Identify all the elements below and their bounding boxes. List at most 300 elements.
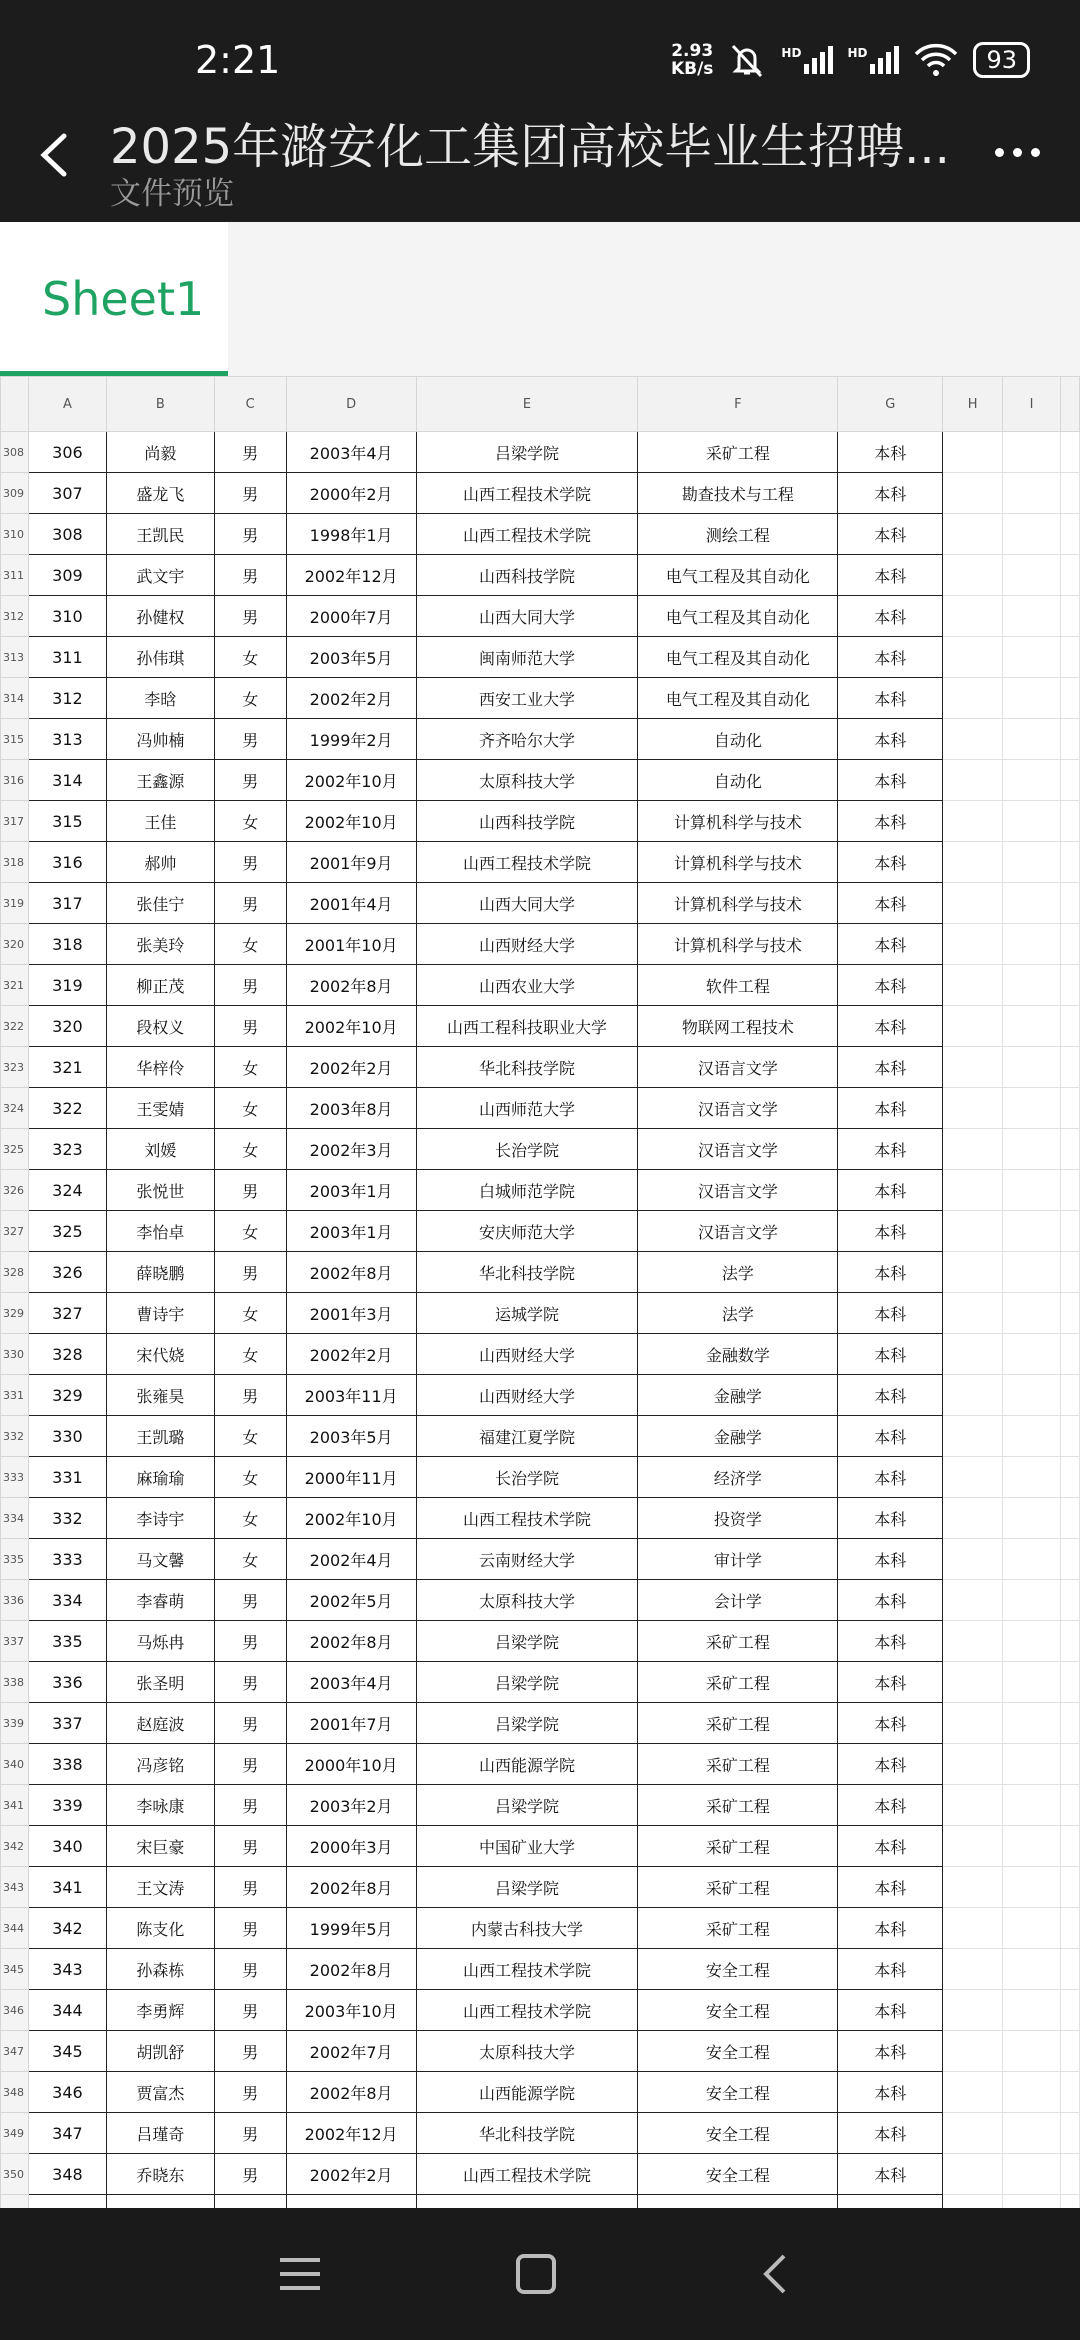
table-cell[interactable]: 2001年3月 [286,1293,416,1334]
table-cell[interactable]: 自动化 [638,719,838,760]
table-cell[interactable]: 320 [28,1006,106,1047]
table-cell[interactable]: 2003年1月 [286,1170,416,1211]
table-cell[interactable]: 山西工程技术学院 [416,1498,638,1539]
column-header[interactable]: F [638,377,838,432]
table-cell[interactable]: 337 [28,1703,106,1744]
row-number[interactable]: 320 [1,924,29,965]
table-cell[interactable]: 经济学 [638,1457,838,1498]
table-cell[interactable]: 武文宇 [106,555,214,596]
table-cell[interactable]: 山西工程技术学院 [416,1949,638,1990]
table-cell[interactable]: 345 [28,2031,106,2072]
row-number[interactable]: 309 [1,473,29,514]
table-cell[interactable]: 2000年2月 [286,473,416,514]
table-cell[interactable]: 男 [214,1785,286,1826]
table-cell[interactable] [1003,2113,1061,2154]
table-cell[interactable] [943,2113,1003,2154]
table-cell[interactable]: 本科 [838,1088,943,1129]
table-cell[interactable]: 326 [28,1252,106,1293]
row-number[interactable]: 337 [1,1621,29,1662]
table-cell[interactable]: 吕梁学院 [416,1867,638,1908]
table-cell[interactable] [1060,1129,1079,1170]
row-number[interactable]: 350 [1,2154,29,2195]
table-cell[interactable]: 310 [28,596,106,637]
table-cell[interactable]: 2000年7月 [286,596,416,637]
table-cell[interactable]: 本科 [838,1047,943,1088]
row-number[interactable]: 324 [1,1088,29,1129]
table-cell[interactable]: 山西财经大学 [416,1334,638,1375]
row-number[interactable]: 339 [1,1703,29,1744]
table-cell[interactable] [943,514,1003,555]
table-cell[interactable] [1060,1088,1079,1129]
table-cell[interactable]: 308 [28,514,106,555]
table-cell[interactable]: 2003年4月 [286,1662,416,1703]
table-cell[interactable] [1060,1621,1079,1662]
table-cell[interactable]: 2003年1月 [286,1211,416,1252]
table-cell[interactable]: 2000年3月 [286,1826,416,1867]
table-cell[interactable]: 307 [28,473,106,514]
table-cell[interactable]: 吕梁学院 [416,1662,638,1703]
table-cell[interactable]: 白城师范学院 [416,1170,638,1211]
table-cell[interactable]: 2002年10月 [286,801,416,842]
table-cell[interactable]: 329 [28,1375,106,1416]
table-cell[interactable] [1003,555,1061,596]
table-cell[interactable] [1060,2154,1079,2195]
table-cell[interactable]: 338 [28,1744,106,1785]
table-cell[interactable]: 金融学 [638,1416,838,1457]
table-cell[interactable] [1003,1334,1061,1375]
table-cell[interactable] [943,637,1003,678]
table-cell[interactable] [1003,1129,1061,1170]
table-cell[interactable]: 346 [28,2072,106,2113]
table-cell[interactable]: 安全工程 [638,1990,838,2031]
table-cell[interactable]: 男 [214,1252,286,1293]
table-cell[interactable]: 343 [28,1949,106,1990]
table-cell[interactable]: 男 [214,1662,286,1703]
table-cell[interactable] [1060,719,1079,760]
column-header[interactable]: C [214,377,286,432]
table-cell[interactable]: 2002年2月 [286,1334,416,1375]
table-cell[interactable]: 法学 [638,1252,838,1293]
table-cell[interactable]: 采矿工程 [638,1908,838,1949]
table-cell[interactable]: 本科 [838,1580,943,1621]
table-cell[interactable]: 计算机科学与技术 [638,842,838,883]
row-number[interactable]: 314 [1,678,29,719]
table-cell[interactable] [1003,1744,1061,1785]
table-cell[interactable]: 2001年4月 [286,883,416,924]
row-number[interactable]: 326 [1,1170,29,1211]
table-cell[interactable]: 本科 [838,1252,943,1293]
table-cell[interactable] [1003,1293,1061,1334]
table-cell[interactable]: 山西农业大学 [416,965,638,1006]
table-cell[interactable] [1003,2072,1061,2113]
table-cell[interactable] [1003,2154,1061,2195]
table-cell[interactable]: 本科 [838,555,943,596]
table-cell[interactable]: 344 [28,1990,106,2031]
table-cell[interactable] [943,1088,1003,1129]
table-cell[interactable] [1003,1211,1061,1252]
table-cell[interactable] [943,1252,1003,1293]
table-cell[interactable] [943,1006,1003,1047]
table-cell[interactable] [1060,1539,1079,1580]
table-cell[interactable]: 本科 [838,1662,943,1703]
table-cell[interactable]: 2002年2月 [286,2154,416,2195]
table-cell[interactable]: 赵庭波 [106,1703,214,1744]
table-cell[interactable] [943,1416,1003,1457]
table-cell[interactable] [943,924,1003,965]
tab-sheet1[interactable]: Sheet1 [0,222,228,376]
table-cell[interactable]: 郝帅 [106,842,214,883]
table-cell[interactable]: 本科 [838,965,943,1006]
table-cell[interactable]: 段权义 [106,1006,214,1047]
table-cell[interactable]: 2000年11月 [286,1457,416,1498]
table-cell[interactable]: 软件工程 [638,965,838,1006]
table-cell[interactable]: 女 [214,1129,286,1170]
table-cell[interactable] [1003,637,1061,678]
table-cell[interactable]: 张悦世 [106,1170,214,1211]
column-header[interactable]: G [838,377,943,432]
table-cell[interactable] [943,1211,1003,1252]
table-cell[interactable]: 采矿工程 [638,1621,838,1662]
table-cell[interactable]: 2000年10月 [286,1744,416,1785]
table-cell[interactable]: 323 [28,1129,106,1170]
table-cell[interactable]: 计算机科学与技术 [638,924,838,965]
row-number[interactable]: 316 [1,760,29,801]
table-cell[interactable] [1060,965,1079,1006]
table-cell[interactable]: 李睿萌 [106,1580,214,1621]
table-cell[interactable]: 女 [214,1457,286,1498]
table-cell[interactable]: 采矿工程 [638,1867,838,1908]
table-cell[interactable]: 2003年5月 [286,1416,416,1457]
row-number[interactable]: 313 [1,637,29,678]
table-cell[interactable]: 男 [214,432,286,473]
table-cell[interactable]: 本科 [838,1908,943,1949]
table-cell[interactable]: 李勇辉 [106,1990,214,2031]
table-cell[interactable] [943,1170,1003,1211]
table-cell[interactable]: 2003年4月 [286,432,416,473]
row-number[interactable]: 328 [1,1252,29,1293]
table-cell[interactable]: 山西大同大学 [416,883,638,924]
row-number[interactable]: 335 [1,1539,29,1580]
table-cell[interactable]: 女 [214,678,286,719]
table-cell[interactable]: 男 [214,514,286,555]
table-cell[interactable]: 山西财经大学 [416,924,638,965]
table-cell[interactable] [943,719,1003,760]
table-cell[interactable]: 本科 [838,1621,943,1662]
table-cell[interactable]: 麻瑜瑜 [106,1457,214,1498]
table-cell[interactable]: 327 [28,1293,106,1334]
table-cell[interactable] [943,1457,1003,1498]
table-cell[interactable] [1003,473,1061,514]
table-cell[interactable]: 2003年10月 [286,1990,416,2031]
table-cell[interactable] [943,555,1003,596]
row-number[interactable]: 308 [1,432,29,473]
table-cell[interactable]: 胡凯舒 [106,2031,214,2072]
table-cell[interactable]: 本科 [838,1867,943,1908]
table-cell[interactable]: 本科 [838,1457,943,1498]
table-cell[interactable] [943,1580,1003,1621]
table-cell[interactable]: 本科 [838,432,943,473]
table-cell[interactable]: 山西科技学院 [416,801,638,842]
table-cell[interactable] [943,473,1003,514]
row-number[interactable]: 325 [1,1129,29,1170]
table-cell[interactable] [1003,1416,1061,1457]
column-header[interactable]: B [106,377,214,432]
table-cell[interactable] [1003,1457,1061,1498]
table-cell[interactable] [1003,760,1061,801]
table-cell[interactable]: 曹诗宇 [106,1293,214,1334]
table-cell[interactable]: 2002年10月 [286,1498,416,1539]
table-cell[interactable]: 2002年2月 [286,678,416,719]
table-cell[interactable] [1060,1580,1079,1621]
table-cell[interactable]: 女 [214,1211,286,1252]
table-cell[interactable]: 女 [214,801,286,842]
table-cell[interactable]: 安庆师范大学 [416,1211,638,1252]
row-number[interactable]: 343 [1,1867,29,1908]
table-cell[interactable]: 342 [28,1908,106,1949]
table-cell[interactable]: 内蒙古科技大学 [416,1908,638,1949]
table-cell[interactable]: 测绘工程 [638,514,838,555]
table-cell[interactable]: 长治学院 [416,1129,638,1170]
table-cell[interactable]: 316 [28,842,106,883]
table-cell[interactable] [1003,719,1061,760]
table-cell[interactable]: 女 [214,1539,286,1580]
table-cell[interactable] [943,2154,1003,2195]
table-cell[interactable]: 电气工程及其自动化 [638,678,838,719]
table-cell[interactable]: 闽南师范大学 [416,637,638,678]
table-cell[interactable] [1060,596,1079,637]
table-cell[interactable] [943,596,1003,637]
table-cell[interactable]: 柳正茂 [106,965,214,1006]
table-cell[interactable]: 本科 [838,1170,943,1211]
table-cell[interactable]: 本科 [838,1703,943,1744]
table-cell[interactable]: 本科 [838,1334,943,1375]
table-cell[interactable]: 本科 [838,596,943,637]
table-cell[interactable]: 男 [214,965,286,1006]
table-cell[interactable] [1060,760,1079,801]
table-cell[interactable]: 2001年9月 [286,842,416,883]
table-cell[interactable]: 汉语言文学 [638,1129,838,1170]
row-number[interactable]: 319 [1,883,29,924]
table-cell[interactable]: 电气工程及其自动化 [638,555,838,596]
table-cell[interactable]: 2002年2月 [286,1047,416,1088]
table-cell[interactable]: 347 [28,2113,106,2154]
table-cell[interactable]: 341 [28,1867,106,1908]
table-cell[interactable]: 女 [214,924,286,965]
table-cell[interactable]: 男 [214,2072,286,2113]
row-number[interactable]: 336 [1,1580,29,1621]
table-cell[interactable] [943,801,1003,842]
table-cell[interactable]: 312 [28,678,106,719]
table-cell[interactable] [1060,842,1079,883]
table-cell[interactable]: 女 [214,1293,286,1334]
table-cell[interactable]: 本科 [838,514,943,555]
row-number[interactable]: 342 [1,1826,29,1867]
table-cell[interactable] [1060,555,1079,596]
table-cell[interactable]: 陈支化 [106,1908,214,1949]
table-cell[interactable]: 采矿工程 [638,432,838,473]
table-cell[interactable]: 本科 [838,719,943,760]
table-cell[interactable]: 本科 [838,883,943,924]
row-number[interactable]: 330 [1,1334,29,1375]
table-cell[interactable]: 2002年10月 [286,1006,416,1047]
table-cell[interactable]: 吕瑾奇 [106,2113,214,2154]
table-cell[interactable]: 华梓伶 [106,1047,214,1088]
column-header[interactable]: D [286,377,416,432]
table-cell[interactable]: 安全工程 [638,2031,838,2072]
table-cell[interactable]: 自动化 [638,760,838,801]
table-cell[interactable]: 会计学 [638,1580,838,1621]
table-cell[interactable] [943,1826,1003,1867]
table-cell[interactable]: 2002年12月 [286,555,416,596]
table-cell[interactable] [1003,1047,1061,1088]
table-cell[interactable]: 本科 [838,1826,943,1867]
row-number[interactable]: 315 [1,719,29,760]
table-cell[interactable] [1003,678,1061,719]
table-cell[interactable]: 尚毅 [106,432,214,473]
table-cell[interactable] [1003,1785,1061,1826]
table-cell[interactable]: 本科 [838,2113,943,2154]
row-number[interactable]: 346 [1,1990,29,2031]
table-cell[interactable] [1003,1252,1061,1293]
table-cell[interactable]: 男 [214,719,286,760]
table-cell[interactable]: 306 [28,432,106,473]
table-cell[interactable] [1060,1293,1079,1334]
row-number[interactable]: 331 [1,1375,29,1416]
table-cell[interactable] [1003,1006,1061,1047]
table-cell[interactable]: 324 [28,1170,106,1211]
table-cell[interactable]: 王凯璐 [106,1416,214,1457]
table-cell[interactable] [1003,432,1061,473]
row-number[interactable]: 345 [1,1949,29,1990]
table-cell[interactable]: 华北科技学院 [416,2113,638,2154]
table-cell[interactable]: 王雯婧 [106,1088,214,1129]
table-cell[interactable]: 322 [28,1088,106,1129]
table-cell[interactable]: 男 [214,1580,286,1621]
table-cell[interactable]: 本科 [838,760,943,801]
table-cell[interactable]: 313 [28,719,106,760]
table-cell[interactable]: 2003年8月 [286,1088,416,1129]
row-number[interactable]: 312 [1,596,29,637]
row-number[interactable]: 322 [1,1006,29,1047]
table-cell[interactable]: 女 [214,1416,286,1457]
table-cell[interactable]: 1999年5月 [286,1908,416,1949]
table-cell[interactable]: 山西工程科技职业大学 [416,1006,638,1047]
table-cell[interactable]: 乔晓东 [106,2154,214,2195]
table-cell[interactable] [1060,2072,1079,2113]
table-cell[interactable] [943,1785,1003,1826]
table-cell[interactable]: 山西科技学院 [416,555,638,596]
table-cell[interactable]: 山西财经大学 [416,1375,638,1416]
table-cell[interactable] [943,2031,1003,2072]
table-cell[interactable]: 男 [214,1375,286,1416]
row-number[interactable]: 321 [1,965,29,1006]
column-header[interactable]: A [28,377,106,432]
table-cell[interactable]: 法学 [638,1293,838,1334]
table-cell[interactable]: 宋代娆 [106,1334,214,1375]
table-cell[interactable] [1003,1867,1061,1908]
table-cell[interactable] [1060,1908,1079,1949]
table-cell[interactable] [943,1498,1003,1539]
table-cell[interactable]: 女 [214,1047,286,1088]
table-cell[interactable]: 宋巨豪 [106,1826,214,1867]
table-cell[interactable]: 本科 [838,637,943,678]
table-cell[interactable]: 汉语言文学 [638,1170,838,1211]
table-cell[interactable]: 中国矿业大学 [416,1826,638,1867]
table-cell[interactable] [1060,1662,1079,1703]
table-cell[interactable] [1003,1826,1061,1867]
table-cell[interactable]: 电气工程及其自动化 [638,637,838,678]
table-cell[interactable]: 男 [214,1826,286,1867]
table-cell[interactable]: 山西师范大学 [416,1088,638,1129]
table-cell[interactable]: 本科 [838,2072,943,2113]
table-cell[interactable] [1003,2031,1061,2072]
table-cell[interactable] [943,432,1003,473]
table-cell[interactable]: 男 [214,1867,286,1908]
table-cell[interactable]: 本科 [838,1293,943,1334]
table-cell[interactable]: 电气工程及其自动化 [638,596,838,637]
table-cell[interactable]: 339 [28,1785,106,1826]
table-cell[interactable] [943,1662,1003,1703]
row-number[interactable]: 332 [1,1416,29,1457]
table-cell[interactable]: 334 [28,1580,106,1621]
table-cell[interactable]: 2002年8月 [286,965,416,1006]
table-cell[interactable]: 马文馨 [106,1539,214,1580]
table-cell[interactable]: 314 [28,760,106,801]
table-cell[interactable]: 投资学 [638,1498,838,1539]
table-cell[interactable]: 2002年12月 [286,2113,416,2154]
table-cell[interactable]: 孙森栋 [106,1949,214,1990]
table-cell[interactable]: 盛龙飞 [106,473,214,514]
table-cell[interactable] [1003,596,1061,637]
table-cell[interactable] [943,1539,1003,1580]
table-cell[interactable]: 审计学 [638,1539,838,1580]
table-cell[interactable]: 刘媛 [106,1129,214,1170]
table-cell[interactable]: 吕梁学院 [416,1785,638,1826]
table-cell[interactable]: 本科 [838,2154,943,2195]
table-cell[interactable] [1060,637,1079,678]
table-cell[interactable] [1060,1498,1079,1539]
table-cell[interactable]: 2001年7月 [286,1703,416,1744]
table-cell[interactable]: 男 [214,473,286,514]
table-cell[interactable]: 男 [214,555,286,596]
table-cell[interactable]: 331 [28,1457,106,1498]
table-cell[interactable] [1060,432,1079,473]
table-cell[interactable] [1003,1662,1061,1703]
table-cell[interactable]: 张美玲 [106,924,214,965]
table-cell[interactable]: 山西工程技术学院 [416,514,638,555]
table-cell[interactable]: 男 [214,1744,286,1785]
table-cell[interactable]: 山西大同大学 [416,596,638,637]
table-cell[interactable] [1003,1498,1061,1539]
table-cell[interactable] [1060,678,1079,719]
table-cell[interactable] [1060,1047,1079,1088]
table-cell[interactable]: 本科 [838,842,943,883]
table-cell[interactable]: 男 [214,2113,286,2154]
table-cell[interactable]: 安全工程 [638,2113,838,2154]
table-cell[interactable]: 男 [214,596,286,637]
table-cell[interactable] [1003,514,1061,555]
table-cell[interactable]: 本科 [838,473,943,514]
table-cell[interactable]: 男 [214,1170,286,1211]
table-cell[interactable]: 金融数学 [638,1334,838,1375]
column-header[interactable]: H [943,377,1003,432]
corner-cell[interactable] [1,377,29,432]
table-cell[interactable] [1060,1416,1079,1457]
row-number[interactable]: 311 [1,555,29,596]
table-cell[interactable]: 本科 [838,1006,943,1047]
table-cell[interactable] [1003,801,1061,842]
table-cell[interactable]: 薛晓鹏 [106,1252,214,1293]
